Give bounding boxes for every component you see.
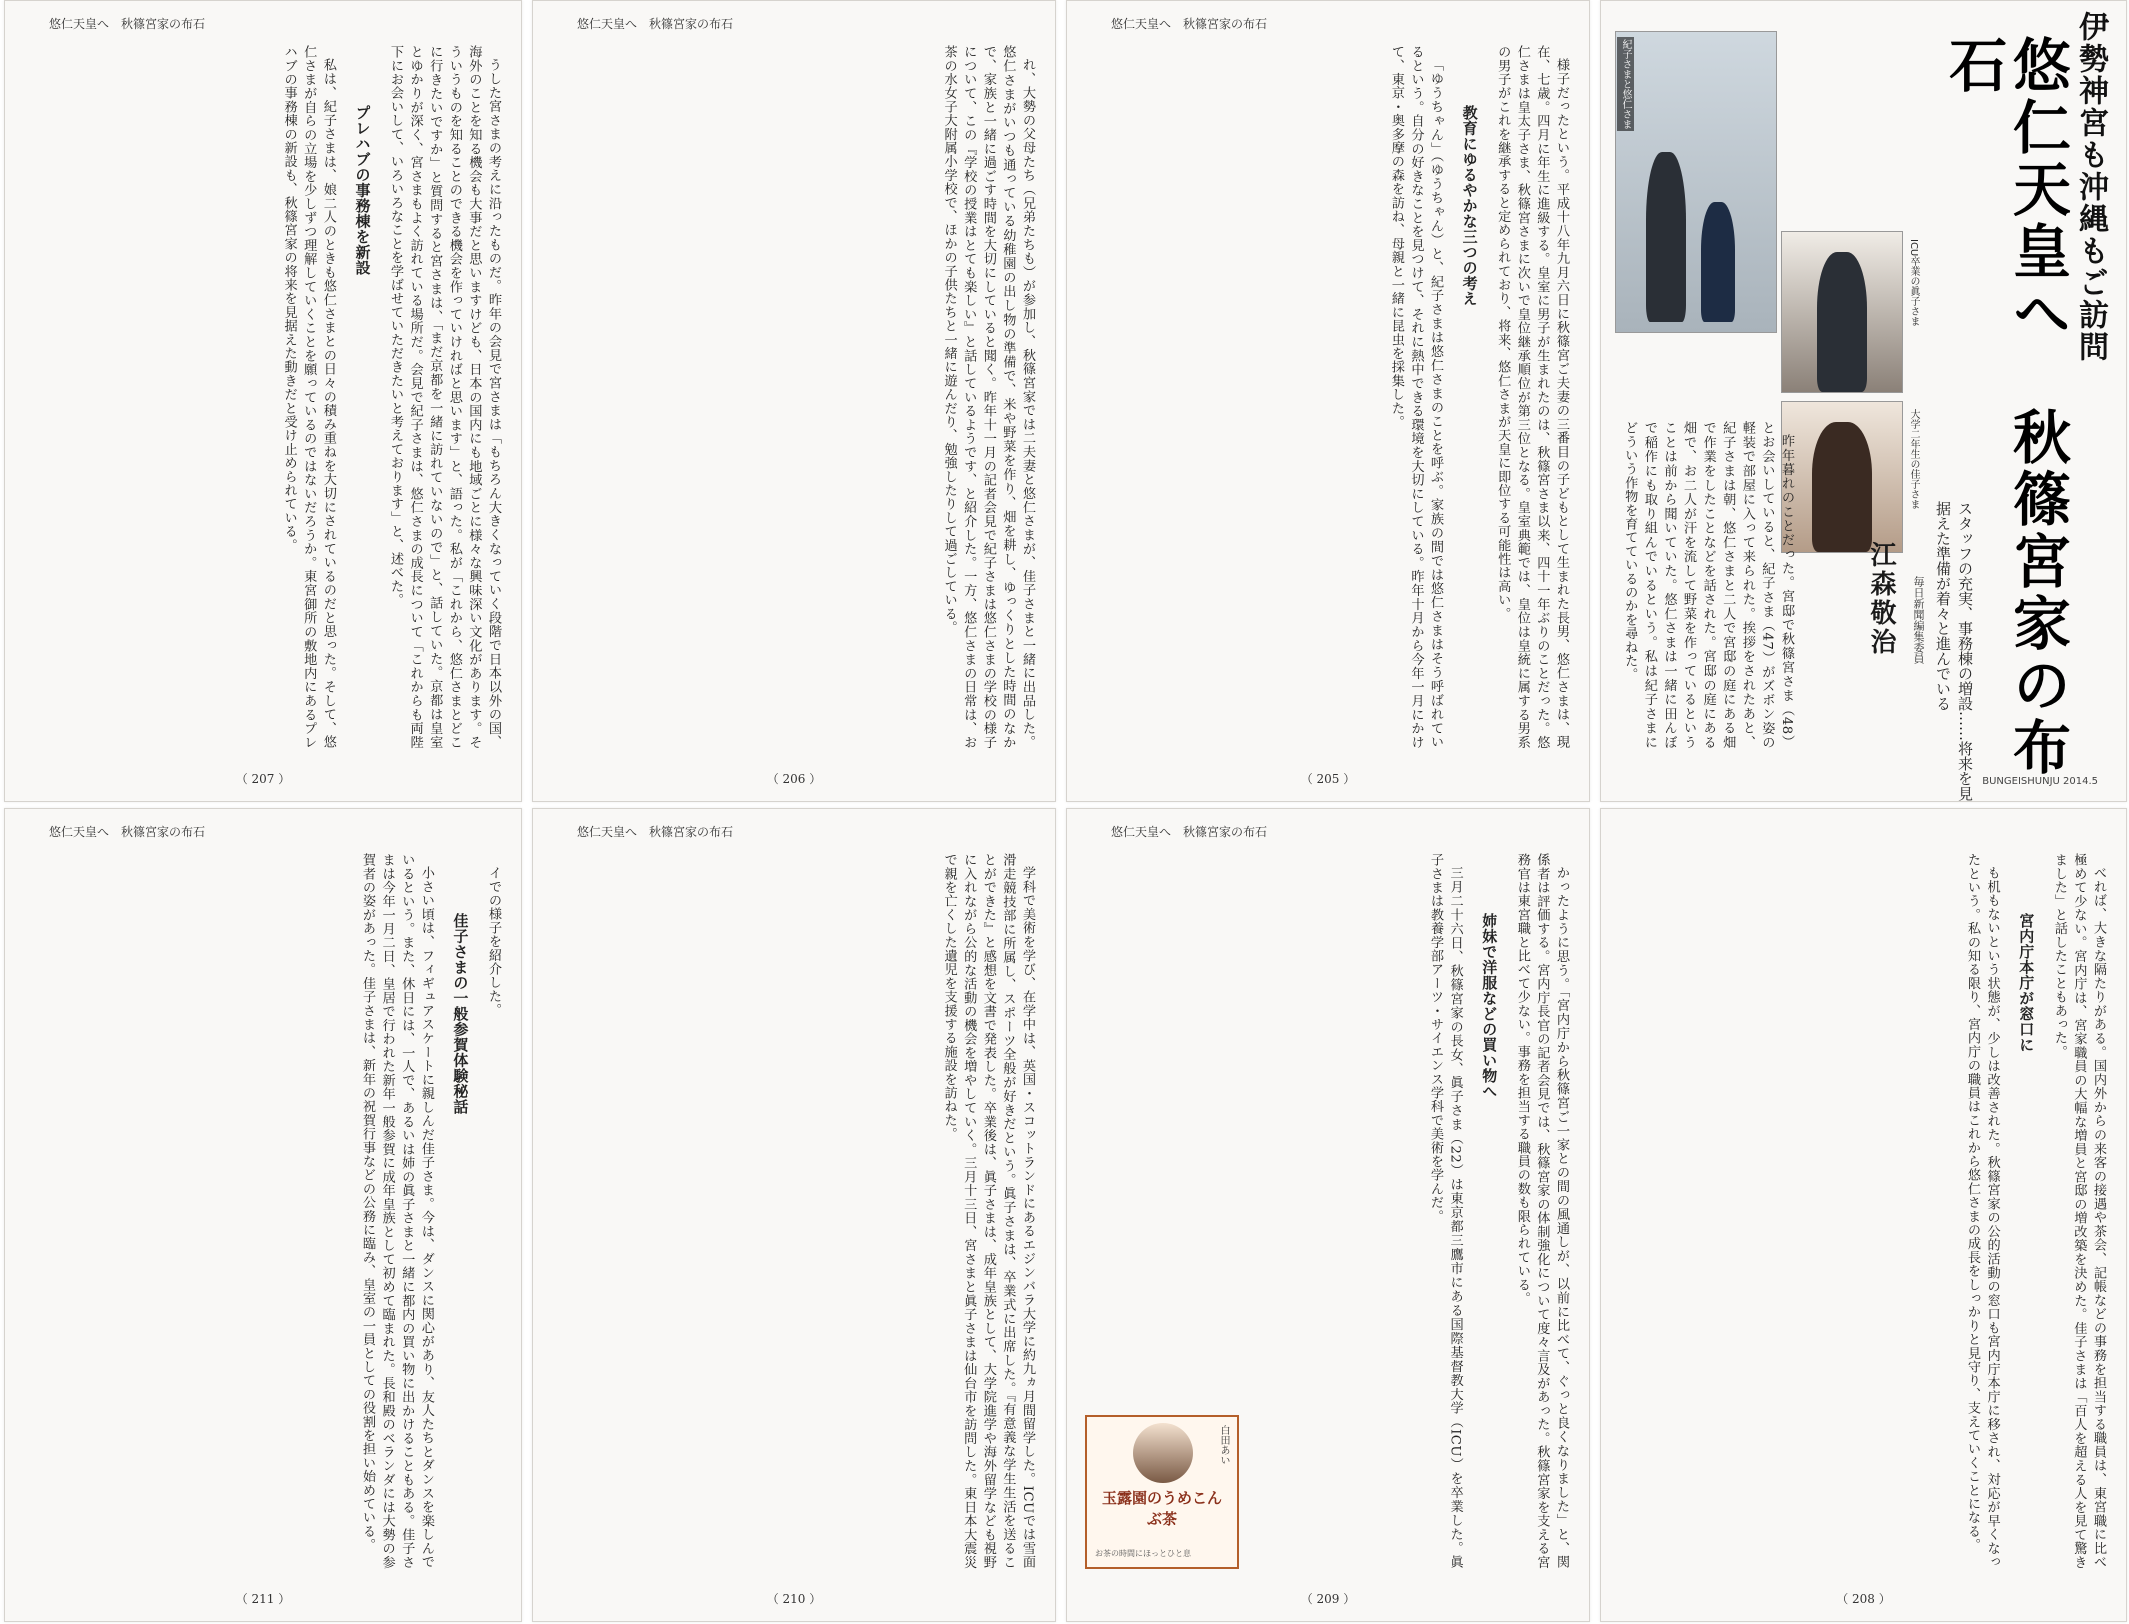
running-head: 悠仁天皇へ 秋篠宮家の布石 (1111, 17, 1268, 31)
paragraph: 三月二十六日、秋篠宮家の長女、眞子さま（22）は東京都三鷹市にある国際基督教大学（ICU）を卒業した。眞子さまは教養学部アーツ・サイエンス学科で美術を学んだ。 (1428, 853, 1463, 1569)
page-number: （ 210 ） (766, 1592, 822, 1606)
paragraph: 様子だったという。平成十八年九月六日に秋篠宮ご夫妻の三番目の子どもとして生まれた長男、悠仁さまは、現在、七歳。四月に年生に進級する。皇室に男子が生まれたのは、秋篠宮さま以来、四十一年ぶりのことだった。悠仁さまは皇太子さま、秋篠宮さまに次いで皇位継承順位が第三位となる。皇室典範では、皇位は皇統に属する男系の男子がこれを継承すると定められており、将来、悠仁さまが天皇に即位する可能性は高い。 (1495, 45, 1569, 749)
article-body (1085, 45, 1571, 749)
running-head: 悠仁天皇へ 秋篠宮家の布石 (1111, 825, 1268, 839)
paragraph: 学科で美術を学び、在学中は、英国・スコットランドにあるエジンバラ大学に約九ヵ月間留学した。ICUでは雪面滑走競技部に所属し、スポーツ全般が好きだという。眞子さまは、卒業式に出席した。『有意義な学生生活を送ることができた』と感想を文書で発表した。卒業後は、眞子さまは、成年皇族として、大学院進学や海外留学なども視野に入れながら公的な活動の機会を増やしていく。三月十三日、宮さまと眞子さまは仙台市を訪問した。東日本大震災で親を亡くした遺児を支援する施設を訪ねた。 (941, 853, 1035, 1569)
paragraph: かったように思う。「宮内庁から秋篠宮ご一家との間の風通しが、以前に比べて、ぐっと良くなりました」と、関係者は評価する。宮内庁長官の記者会見では、秋篠宮家の体制強化について度々言及があった。秋篠宮家を支える宮務官は東宮職と比べて少ない。事務を担当する職員の数も限られている。 (1514, 853, 1569, 1569)
ad-copy: お茶の時間にほっとひと息 (1095, 1549, 1191, 1558)
page-number: （ 208 ） (1836, 1592, 1891, 1606)
photo-caption: 紀子さまと悠仁さま (1617, 37, 1634, 131)
section-heading: 佳子さまの一般参賀体験秘話 (451, 913, 470, 1115)
paragraph: 昨年暮れのことだった。宮邸で秋篠宮さま（48）とお会いしていると、紀子さま（47）がズボン姿の軽装で部屋に入って来られた。挨拶をされたあと、紀子さまは朝、悠仁さまと二人で宮邸の庭にある畑で作業をしたことなどを話された。宮邸の庭にある畑で、お二人が汗を流して野菜を作っているということは前から聞いていた。悠仁さまは一緒に田んぼで稲作にも取り組んでいるという。私は紀子さまにどういう作物を育てているのかを尋ねた。 (1622, 421, 1794, 749)
paragraph: イでの様子を紹介した。 (486, 866, 501, 1017)
paragraph: も机もないという状態が、少しは改善された。秋篠宮家の公的活動の窓口も宮内庁本庁に移され、対応が早くなったという。私の知る限り、宮内庁の職員はこれから悠仁さまの成長をしっかりと見守り、支えていくことになる。 (1965, 853, 2000, 1569)
page-number: （ 207 ） (235, 772, 291, 786)
article-body (23, 45, 503, 749)
running-head: 悠仁天皇へ 秋篠宮家の布石 (577, 825, 734, 839)
running-head: 悠仁天皇へ 秋篠宮家の布石 (577, 17, 734, 31)
paragraph: 「ゆうちゃん」（ゆうちゃん）と、紀子さまは悠仁さまのことを呼ぶ。家族の間では悠仁さまはそう呼ばれているという。自分の好きなことを見つけて、それに熱中できる環境を大切にしている。昨年十月から今年一月にかけて、東京・奥多摩の森を訪ね、母親と一緒に昆虫を採集した。 (1388, 45, 1444, 749)
section-heading: 教育にゆるやかな三つの考え (1460, 105, 1479, 307)
mako-graduation-photo (1781, 231, 1903, 393)
page-205 (1066, 0, 1590, 802)
article-body (1619, 853, 2108, 1569)
section-heading: 宮内庁本庁が窓口に (2017, 913, 2036, 1053)
family-photo (1615, 31, 1777, 333)
paragraph: 私は、紀子さまは、娘二人のときも悠仁さまとの日々の積み重ねを大切にされているのだと思った。そして、悠仁さまが自らの立場を少しずつ理解していくことを願っているのではないだろうか。東宮御所の敷地内にあるプレハブの事務棟の新設も、秋篠宮家の将来を見据えた動きだと受け止められている。 (281, 45, 336, 749)
page-number: （ 211 ） (235, 1592, 291, 1606)
page-number: （ 206 ） (766, 772, 822, 786)
advertisement (1085, 1415, 1239, 1569)
ad-product-title: 玉露園のうめこんぶ茶 (1101, 1489, 1222, 1528)
series-title: 伊勢神宮も沖縄もご訪問 (2073, 11, 2108, 363)
magazine-footer: BUNGEISHUNJU 2014.5 (1982, 776, 2098, 787)
paragraph: うした宮さまの考えに沿ったものだ。昨年の会見で宮さまは「もちろん大きくなっていく段階で日本以外の国、海外のことを知る機会も大事だと思いますけども、日本の国内にも地域ごとに様々な興味深い文化があります。そういうものを知ることのできる機会を作っていければと思います」と、語った。私が「これから、悠仁さまとどこに行きたいですか」と質問すると宮さまは、「まだ京都を一緒に訪れていないので」と、話していた。京都は皇室とゆかりが深く、宮さまもよく訪れている場所だ。会見で紀子さまは、悠仁さまの成長について「これからも両陛下にお会いして、いろいろなことを学ばせていただきたいと考えております」と、述べた。 (388, 45, 501, 749)
section-heading: 姉妹で洋服などの買い物へ (1480, 913, 1499, 1099)
page-number: （ 209 ） (1300, 1592, 1356, 1606)
page-207 (4, 0, 522, 802)
page-209 (1066, 808, 1590, 1622)
article-body (23, 853, 503, 1569)
running-head: 悠仁天皇へ 秋篠宮家の布石 (49, 17, 206, 31)
ad-portrait (1133, 1423, 1193, 1483)
article-body (551, 853, 1037, 1569)
author-name: 江森敬治 (1866, 541, 1896, 657)
article-body (1615, 421, 1796, 749)
author-role: 毎日新聞編集委員 (1912, 576, 1925, 664)
article-body (551, 45, 1037, 749)
running-head: 悠仁天皇へ 秋篠宮家の布石 (49, 825, 206, 839)
kako-portrait-photo (1781, 401, 1903, 553)
photo-caption: ICU卒業の眞子さま (1908, 239, 1919, 327)
paragraph: べれば、大きな隔たりがある。国内外からの来客の接遇や茶会、記帳などの事務を担当する職員は、東宮職に比べ極めて少ない。宮内庁は、宮家職員の大幅な増員と宮邸の増改築を決めた。佳子さまは「百人を超える人を見て驚きました」と話したこともあった。 (2051, 853, 2106, 1569)
page-206 (532, 0, 1056, 802)
page-number: （ 205 ） (1300, 772, 1356, 786)
page-210 (532, 808, 1056, 1622)
page-211 (4, 808, 522, 1622)
section-heading: プレハブの事務棟を新設 (353, 105, 372, 276)
lead-text: スタッフの充実、事務棟の増設……将来を見据えた準備が着々と進んでいる (1934, 501, 1974, 801)
page-208 (1600, 808, 2127, 1622)
photo-caption: 大学二年生の佳子さま (1908, 409, 1919, 509)
page-204-title (1600, 0, 2127, 802)
ad-person-name: 白田あい (1218, 1425, 1229, 1465)
article-title: 悠仁天皇へ 秋篠宮家の布石 (1939, 35, 2071, 779)
paragraph: れ、大勢の父母たち（兄弟たちも）が参加し、秋篠宮家では二夫妻と悠仁さまが、佳子さまと一緒に出品した。悠仁さまがいつも通っている幼稚園の出し物の準備で、米や野菜を作り、畑を耕し、ゆっくりとした時間のなかで、家族と一緒に過ごす時間を大切にしていると聞く。昨年十一月の記者会見で紀子さまは悠仁さまの学校の様子について、この『学校の授業はとても楽しい』と話しているようです、と紹介した。一方、悠仁さまの日常は、お茶の水女子大附属小学校で、ほかの子供たちと一緒に遊んだり、勉強したりして過ごしている。 (941, 45, 1035, 749)
paragraph: 小さい頃は、フィギュアスケートに親しんだ佳子さま。今は、ダンスに関心があり、友人たちとダンスを楽しんでいるという。また、休日には、一人で、あるいは姉の眞子さまと一緒に都内の買い物に出かけることもある。佳子さまは今年一月二日、皇居で行われた新年一般参賀に成年皇族として初めて臨まれた。長和殿のベランダには大勢の参賀者の姿があった。佳子さまは、新年の祝賀行事などの公務に臨み、皇室の一員としての役割を担い始めている。 (360, 853, 434, 1569)
